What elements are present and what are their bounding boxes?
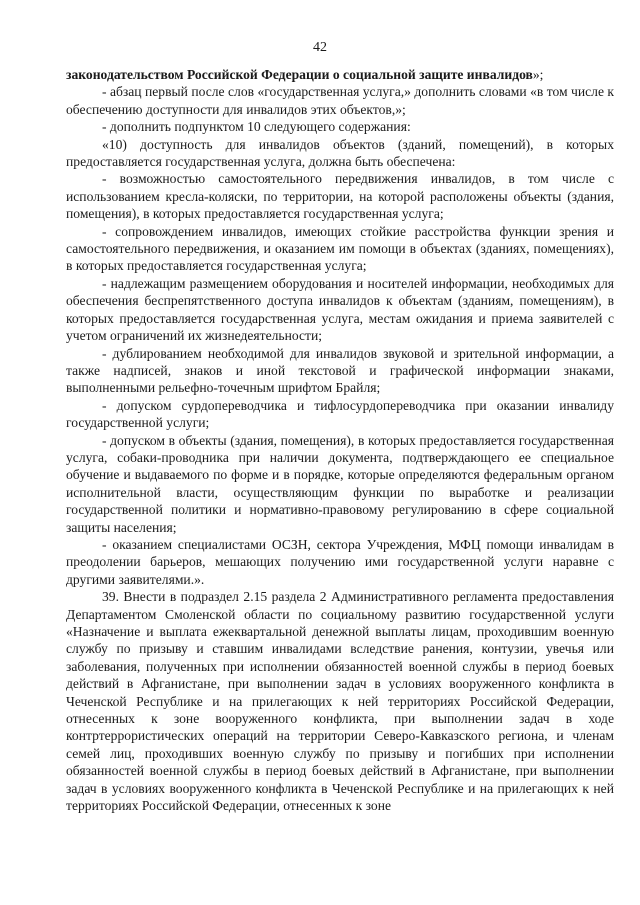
paragraph bbox=[66, 397, 614, 432]
text-run: - надлежащим размещением оборудования и носителей информации, необходимых для обеспечения беспрепятственного доступа инвалидов к объектам (зданиям, помещениям), в которых предоставляется государственная услуга, местам ожидания и приема заявителей с учетом ограничений их жизнедеятельности; bbox=[66, 275, 614, 344]
text-run: - дополнить подпунктом 10 следующего содержания: bbox=[102, 119, 411, 135]
text-run: 39. Внести в подраздел 2.15 раздела 2 Административного регламента предоставления Департаментом Смоленской области по социальному развитию государственной услуги «Назначение и выплата ежеквартальной денежной выплаты лицам, проходившим военную службу по призыву и ставшим инвалидами вследствие ранения, контузии, увечья или заболевания, полученных при исполнении обязанностей военной службы в период боевых действий в Афганистане, при выполнении задач в условиях вооруженного конфликта в Чеченской Республике и на прилегающих к ней территориях Российской Федерации, отнесенных к зоне вооруженного конфликта, при выполнении задач в ходе контртеррористических операций на территории Северо-Кавказского региона, и членам семей лиц, проходивших военную службу по призыву и погибших при исполнении обязанностей военной службы в период боевых действий в Афганистане, при выполнении задач в условиях вооруженного конфликта в Чеченской Республике и на прилегающих к ней территориях Российской Федерации, отнесенных к зоне bbox=[66, 589, 614, 814]
text-run: - абзац первый после слов «государственная услуга,» дополнить словами «в том числе к обеспечению доступности для инвалидов этих объектов,»; bbox=[66, 84, 614, 117]
text-run: - допуском в объекты (здания, помещения), в которых предоставляется государственная услуга, собаки-проводника при наличии документа, подтверждающего ее специальное обучение и выдаваемого по форме и в порядке, которые определяются федеральным органом исполнительной власти, осуществляющим функции по выработке и реализации государственной политики и нормативно-правовому регулированию в сфере социальной защиты населения; bbox=[66, 432, 614, 535]
paragraph bbox=[66, 83, 614, 118]
paragraph bbox=[66, 118, 614, 135]
paragraph bbox=[66, 275, 614, 345]
paragraph bbox=[66, 170, 614, 222]
paragraph bbox=[66, 66, 614, 83]
document-body bbox=[66, 66, 614, 814]
text-run: - дублированием необходимой для инвалидов звуковой и зрительной информации, а также надписей, знаков и иной текстовой и графической информации знаками, выполненными рельефно-точечным шрифтом Брайля; bbox=[66, 345, 614, 396]
bold-text-run: законодательством Российской Федерации о социальной защите инвалидов bbox=[66, 67, 533, 82]
text-run: - допуском сурдопереводчика и тифлосурдопереводчика при оказании инвалиду государственной услуги; bbox=[66, 397, 614, 431]
paragraph bbox=[66, 345, 614, 397]
text-run: - сопровождением инвалидов, имеющих стойкие расстройства функции зрения и самостоятельного передвижения, и оказанием им помощи в объектах (зданиях, помещениях), в которых предоставляется государственная услуга; bbox=[66, 223, 614, 274]
text-run: »; bbox=[532, 67, 544, 82]
paragraph bbox=[66, 432, 614, 536]
page-number: 42 bbox=[313, 40, 327, 55]
paragraph bbox=[66, 136, 614, 171]
text-run: - оказанием специалистами ОСЗН, сектора Учреждения, МФЦ помощи инвалидам в преодолении барьеров, мешающих получению ими государственной услуги наравне с другими заявителями.». bbox=[66, 536, 614, 587]
text-run: «10) доступность для инвалидов объектов (зданий, помещений), в которых предоставляется государственная услуга, должна быть обеспечена: bbox=[66, 136, 614, 170]
paragraph bbox=[66, 536, 614, 588]
paragraph bbox=[66, 588, 614, 814]
paragraph bbox=[66, 223, 614, 275]
text-run: - возможностью самостоятельного передвижения инвалидов, в том числе с использованием кресла-коляски, по территории, на которой расположены объекты (здания, помещения), в которых предоставляется государственная услуга; bbox=[66, 171, 614, 222]
